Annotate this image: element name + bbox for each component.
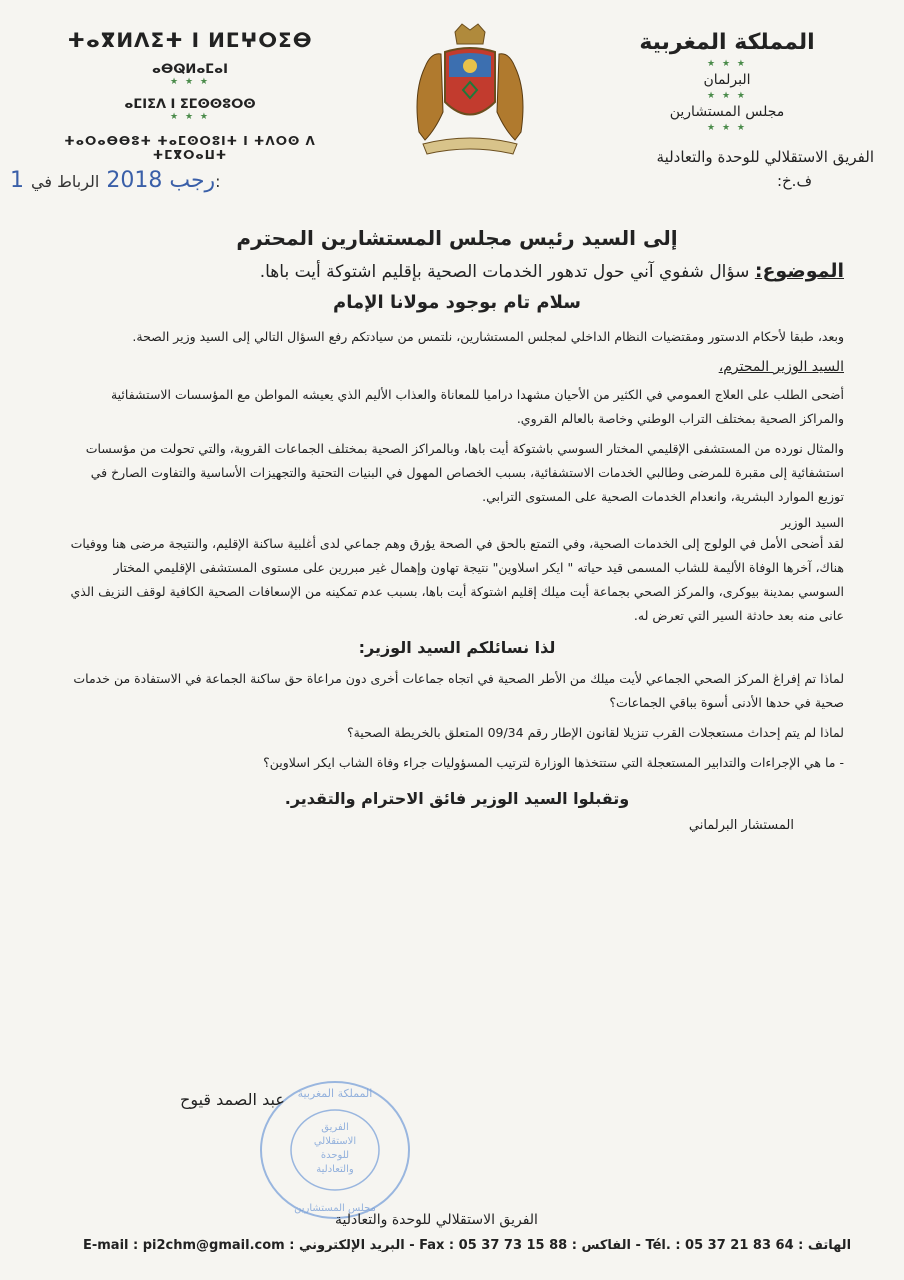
question-3: - ما هي الإجراءات والتدابير المستعجلة التي ستتخذها الوزارة لترتيب المسؤوليات جراء وفاة الشاب ايكر اسلاوين؟	[263, 755, 844, 770]
footer-contact: E-mail : pi2chm@gmail.com : البريد الإلكتروني - Fax : 05 37 73 15 88 : الفاكس - Tél. : 05 37 21 83 64 : الهاتف	[82, 1238, 852, 1253]
tifinagh-group: ⵜⴰⵔⴰⴱⴱⵓⵜ ⵜⴰⵎⵙⵔⵓⵏⵜ ⵏ ⵜⴷⵔⵙ ⴷ ⵜⵎⴳⵔⴰⵡⵜ	[64, 134, 316, 162]
stamp-bottom-text: مجلس المستشارين	[294, 1203, 376, 1214]
council-name: مجلس المستشارين	[669, 104, 785, 120]
star-divider-icon: ★ ★ ★	[707, 59, 747, 69]
closing: وتقبلوا السيد الوزير فائق الاحترام والتقدير.	[284, 789, 630, 808]
signer-title: المستشار البرلماني	[688, 818, 794, 833]
date-line	[10, 168, 221, 193]
tifinagh-header	[40, 28, 340, 162]
intro-paragraph: وبعد، طبقا لأحكام الدستور ومقتضيات النظام الداخلي لمجلس المستشارين، نلتمس من سيادتكم رفع السؤال التالي إلى السيد وزير الصحة.	[132, 329, 844, 344]
tifinagh-council: ⴰⵎⵏⵉⴷ ⵏ ⵉⵎⵙⵙⵓⵔⵙ	[124, 97, 256, 112]
paragraph-3: لقد أضحى الأمل في الولوج إلى الخدمات الصحية، وفي التمتع بالحق في الصحة يؤرق وهم جماعي لدى أغلبية ساكنة الإقليم، والنتيجة مرضى هنا ووفيات هناك، آخرها الوفاة الأليمة للشاب المسمى قيد حياته " ايكر اسلاوين" نتيجة تهاون وإهمال غير مبررين على مستوى المستشفى الإقليمي المختار السوسي بمدينة بيوكرى، والمركز الصحي بجماعة أيت ميلك إقليم اشتوكة أيت باها، بسبب عدم تمكينه من الإسعافات الصحية الكافية لوقف النزيف الذي عانى منه بعد حادثة السير التي تعرض له.	[70, 536, 844, 623]
subject-line	[70, 260, 844, 282]
letter-body	[70, 218, 844, 833]
institution-header	[612, 30, 842, 133]
paragraph-2: والمثال نورده من المستشفى الإقليمي المختار السوسي باشتوكة أيت باها، وبالمراكز الصحية بمختلف الجماعات القروية، والتي تحولت من مؤسسات استشفائية إلى مقبرة للمرضى وطالبي الخدمات الاستشفائية، بسبب الخصاص المهول في البنيات التحتية والتجهيزات الأساسية والتفاوت الصارخ في توزيع الموارد البشرية، وانعدام الخدمات الصحية على المستوى الترابي.	[85, 441, 844, 504]
stamp-text-2: الفريق	[321, 1122, 349, 1133]
date-value: 1 رجب 2018	[10, 168, 216, 193]
salutation: السيد الوزير المحترم،	[718, 359, 844, 375]
stamp-text-5: والتعادلية	[316, 1164, 354, 1175]
kingdom-name: المملكة المغربية	[639, 30, 815, 55]
questions-heading: لذا نسائلكم السيد الوزير:	[358, 638, 556, 657]
paragraph-1: أضحى الطلب على العلاج العمومي في الكثير من الأحيان مشهدا دراميا للمعاناة والعذاب الأليم الذي يعيشه المواطن مع المؤسسات الاستشفائية والمراكز الصحية بمختلف التراب الوطني وخاصة بالعالم القروي.	[110, 387, 844, 426]
stamp-text-4: للوحدة	[320, 1150, 350, 1161]
subject-label: الموضوع:	[754, 260, 844, 282]
reference-label: ف.خ:	[776, 172, 812, 190]
footer-group: الفريق الاستقلالي للوحدة والتعادلية	[335, 1212, 538, 1228]
star-divider-icon: ★ ★ ★	[707, 123, 747, 133]
star-divider-icon: ★ ★ ★	[170, 112, 210, 122]
coat-of-arms-icon	[405, 22, 535, 162]
question-1: لماذا تم إفراغ المركز الصحي الجماعي لأيت ميلك من الأطر الصحية في اتجاه جماعات أخرى دون مراعاة حق ساكنة الجماعة في الاستفادة من خدمات صحية في حدها الأدنى أسوة بباقي الجماعات؟	[73, 671, 844, 710]
subject-text: سؤال شفوي آني حول تدهور الخدمات الصحية بإقليم اشتوكة أيت باها.	[259, 262, 750, 282]
question-2: لماذا لم يتم إحداث مستعجلات القرب تنزيلا لقانون الإطار رقم 09/34 المتعلق بالخريطة الصحية؟	[346, 725, 844, 740]
greeting: سلام تام بوجود مولانا الإمام	[333, 292, 581, 313]
addressee: إلى السيد رئيس مجلس المستشارين المحترم	[236, 226, 678, 250]
stamp-top-text: المملكة المغربية	[297, 1087, 373, 1100]
star-divider-icon: ★ ★ ★	[707, 91, 747, 101]
parliament-name: البرلمان	[703, 72, 751, 88]
tifinagh-kingdom: ⵜⴰⴳⵍⴷⵉⵜ ⵏ ⵍⵎⵖⵔⵉⴱ	[67, 28, 313, 52]
date-label: الرباط في:	[31, 172, 221, 191]
stamp-text-3: الاستقلالي	[313, 1136, 357, 1147]
star-divider-icon: ★ ★ ★	[170, 77, 210, 87]
signer-name: عبد الصمد قيوح	[180, 1090, 285, 1109]
sub-salutation: السيد الوزير	[781, 515, 844, 530]
tifinagh-parliament: ⴰⴱⵕⵍⴰⵎⴰⵏ	[151, 62, 229, 77]
parliamentary-group: الفريق الاستقلالي للوحدة والتعادلية	[656, 148, 874, 166]
